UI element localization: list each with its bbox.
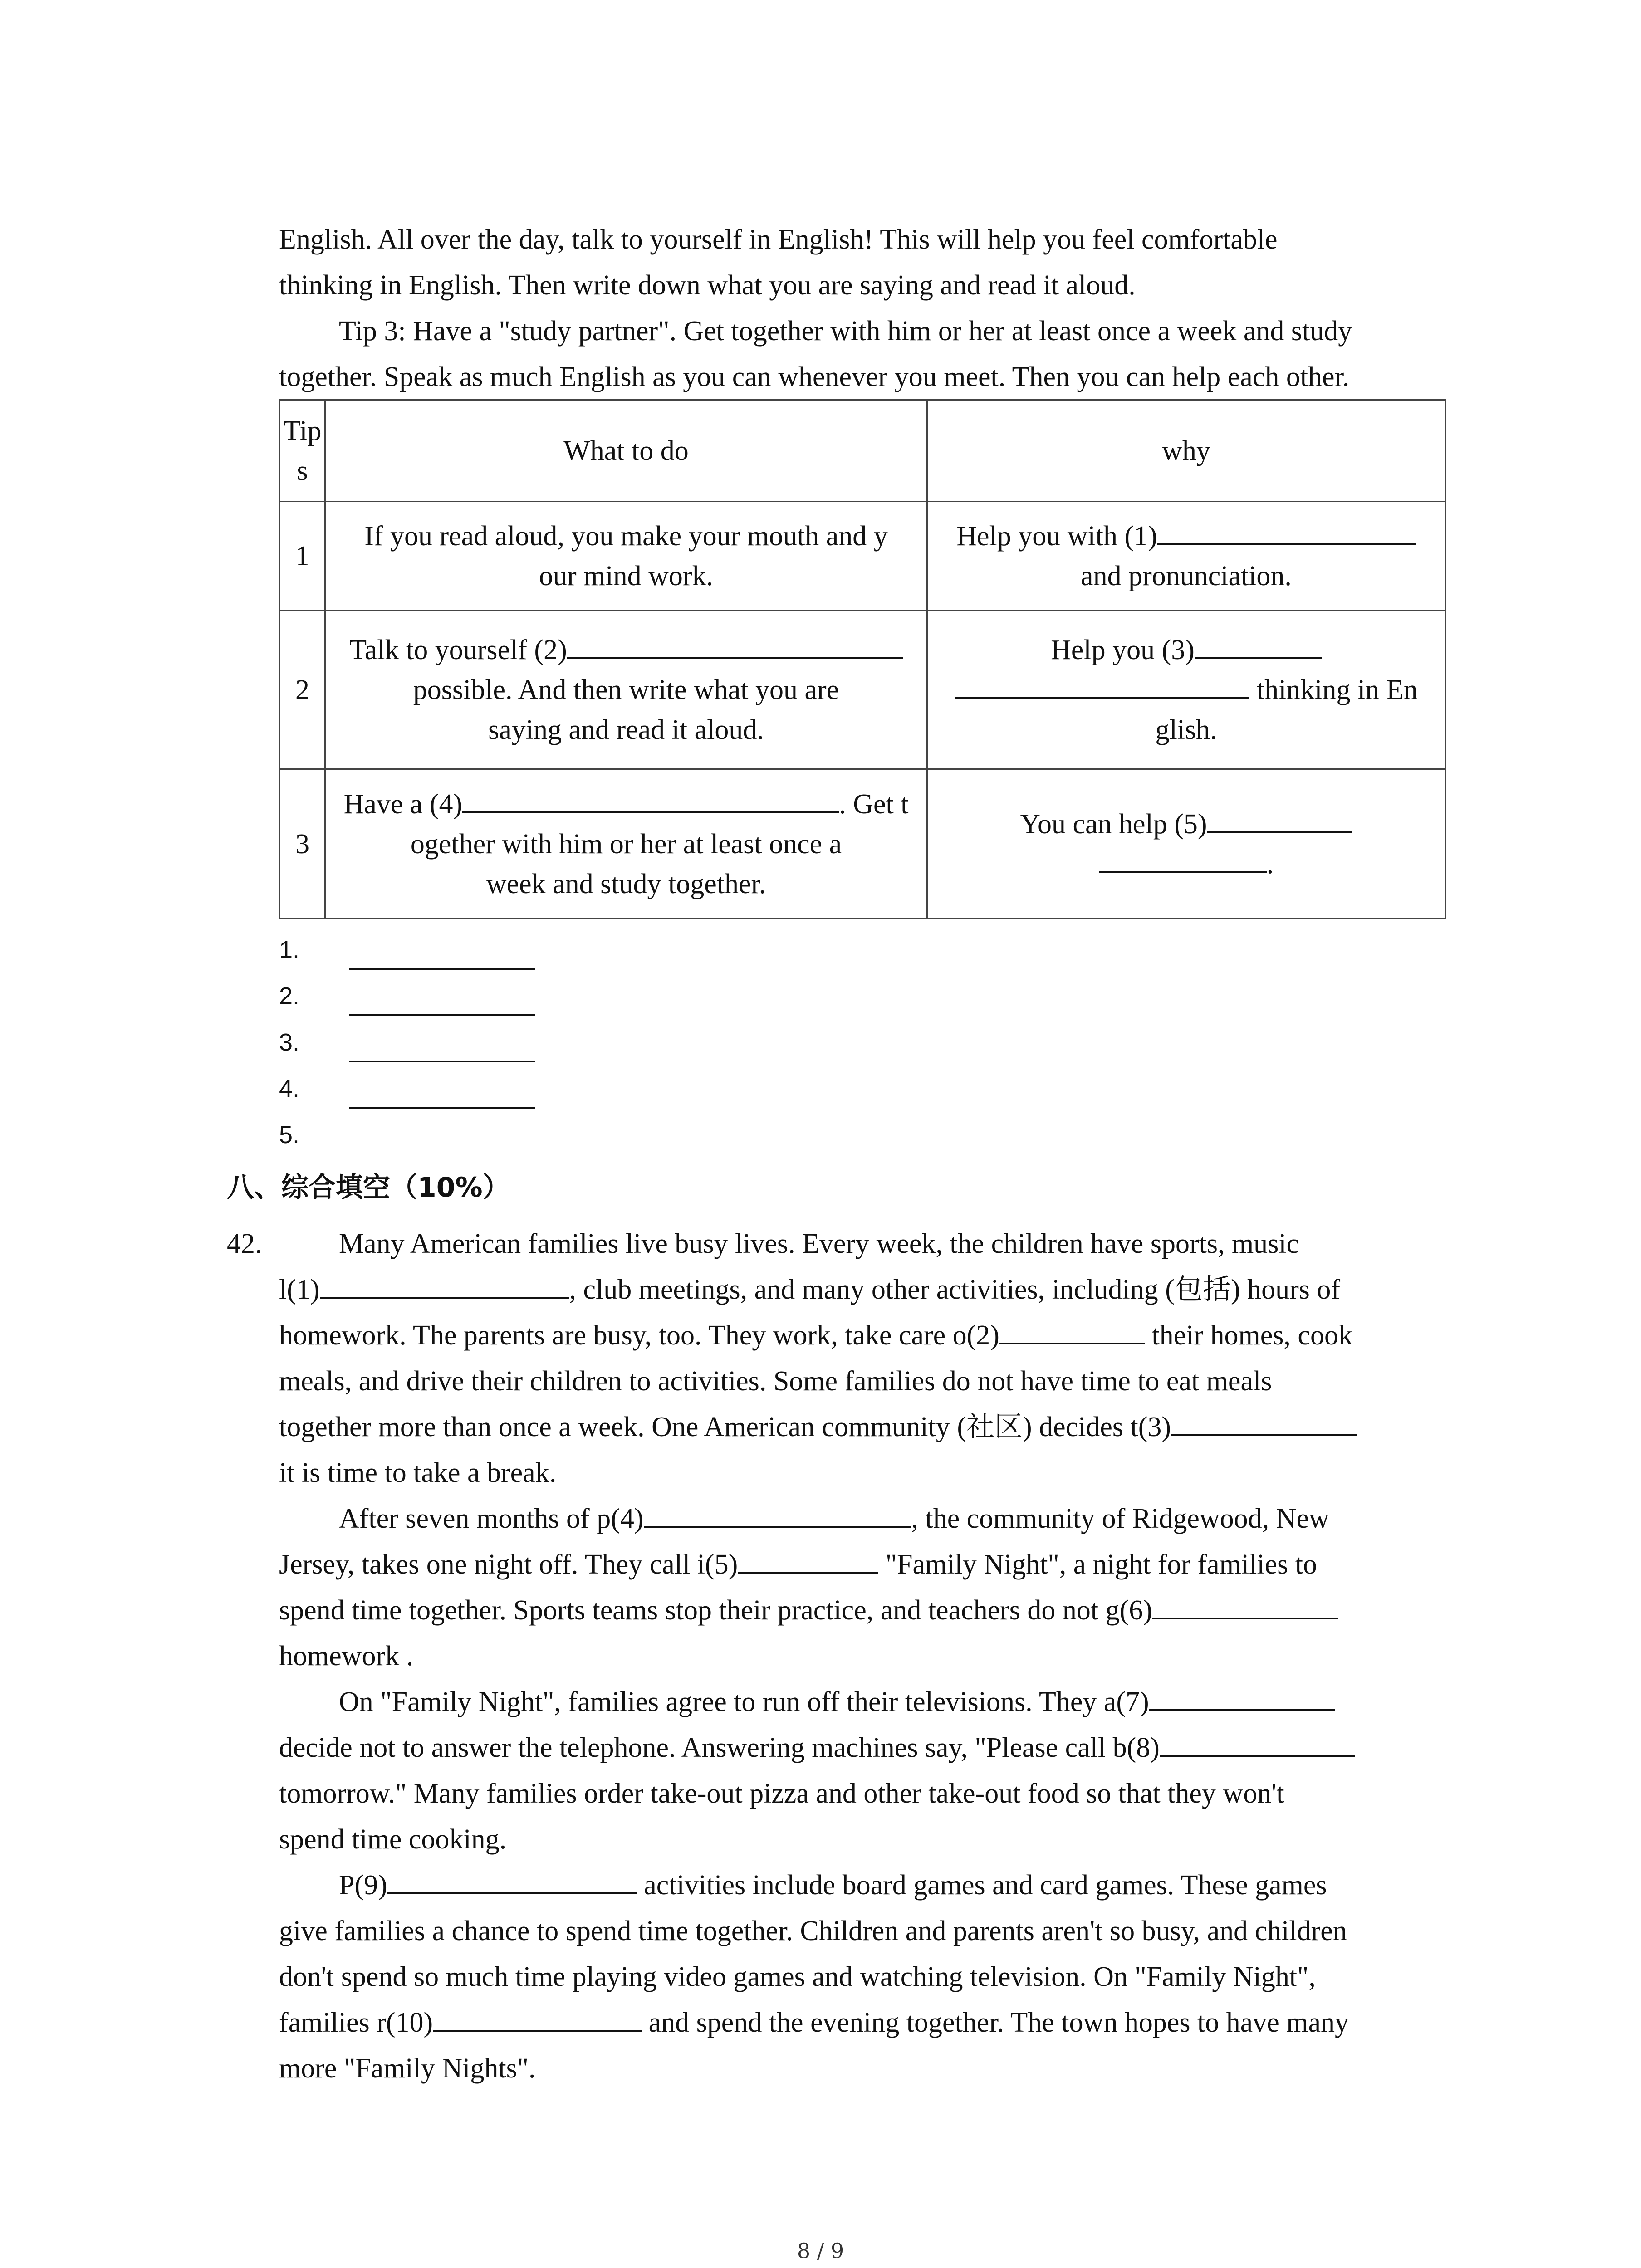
- row-what-text: possible. And then write what you are: [413, 674, 839, 705]
- passage-blank-6[interactable]: [1152, 1592, 1338, 1619]
- row-why-text: thinking in En: [1249, 674, 1418, 705]
- question-paragraph-2: [279, 1496, 1459, 1679]
- passage-blank-2[interactable]: [999, 1317, 1145, 1344]
- passage-blank-7[interactable]: [1149, 1684, 1335, 1711]
- passage-text: P(9): [339, 1870, 387, 1901]
- passage-text: "Family Night", a night for families to: [878, 1549, 1317, 1580]
- passage-text: together more than once a week. One American community (社区) decides t(3): [279, 1412, 1171, 1442]
- passage-text: decide not to answer the telephone. Answering machines say, "Please call b(8): [279, 1732, 1160, 1763]
- passage-text: After seven months of p(4): [339, 1503, 644, 1534]
- header-tips-text: Tip: [283, 415, 322, 446]
- passage-line: it is time to take a break.: [279, 1457, 557, 1488]
- row-why-cell: [927, 769, 1445, 919]
- header-why-cell: why: [927, 400, 1445, 502]
- row-number: 2: [280, 611, 325, 769]
- row-what-text: ogether with him or her at least once a: [410, 828, 842, 860]
- row-why-text: .: [1266, 848, 1274, 880]
- row-what-cell: [325, 502, 927, 611]
- passage-blank-1[interactable]: [320, 1271, 569, 1299]
- row-what-cell: [325, 769, 927, 919]
- answer-line-2: [279, 982, 299, 1010]
- answer-blank[interactable]: [349, 1089, 535, 1109]
- row-number: 1: [280, 502, 325, 611]
- fill-blank-5[interactable]: [1207, 806, 1352, 833]
- row-why-text: You can help (5): [1020, 808, 1207, 840]
- passage-text: Jersey, takes one night off. They call i(5): [279, 1549, 738, 1580]
- answer-number: 1.: [279, 936, 300, 963]
- row-what-text: saying and read it aloud.: [488, 714, 764, 745]
- table-row: [280, 502, 1445, 611]
- header-tips-cell: [280, 400, 325, 502]
- fill-blank-4[interactable]: [462, 786, 839, 813]
- row-what-text: Have a (4): [343, 788, 463, 820]
- section-heading: 八、综合填空（10%）: [227, 1172, 510, 1203]
- answer-line-1: [279, 936, 299, 963]
- fill-blank-3[interactable]: [1195, 632, 1322, 659]
- row-why-text: and pronunciation.: [1081, 560, 1292, 591]
- row-why-text: Help you (3): [1051, 634, 1195, 665]
- row-why-text: Help you with (1): [956, 520, 1157, 552]
- passage-blank-8[interactable]: [1160, 1730, 1355, 1757]
- answer-blank[interactable]: [349, 950, 535, 970]
- answer-blank[interactable]: [349, 996, 535, 1016]
- answer-number: 3.: [279, 1029, 300, 1056]
- passage-line: don't spend so much time playing video games and watching television. On "Family Night",: [279, 1961, 1316, 1992]
- row-what-text: If you read aloud, you make your mouth and y: [364, 520, 888, 552]
- page-number: 8 / 9: [797, 2239, 844, 2263]
- passage-blank-5[interactable]: [738, 1546, 878, 1574]
- table-row: [280, 611, 1445, 769]
- passage-text: and spend the evening together. The town hopes to have many: [642, 2007, 1349, 2038]
- passage-blank-10[interactable]: [433, 2004, 642, 2032]
- passage-text: spend time together. Sports teams stop their practice, and teachers do not g(6): [279, 1595, 1152, 1626]
- table-header-row: [280, 400, 1445, 502]
- tip3-line-1: Tip 3: Have a "study partner". Get together with him or her at least once a week and study: [339, 316, 1352, 347]
- tips-table: [279, 399, 1446, 919]
- header-what-cell: What to do: [325, 400, 927, 502]
- passage-blank-3[interactable]: [1171, 1409, 1357, 1436]
- answer-number: 2.: [279, 982, 300, 1010]
- fill-blank-3-cont[interactable]: [955, 672, 1249, 699]
- header-tips-text-wrap: s: [297, 455, 308, 486]
- passage-text: , club meetings, and many other activities, including (包括) hours of: [569, 1274, 1340, 1305]
- row-why-text: glish.: [1155, 714, 1217, 745]
- fill-blank-2[interactable]: [567, 632, 903, 659]
- passage-line: homework .: [279, 1641, 414, 1672]
- passage-line: spend time cooking.: [279, 1824, 507, 1855]
- answer-blank[interactable]: [349, 1042, 535, 1062]
- row-why-cell: [927, 502, 1445, 611]
- intro-line-2: thinking in English. Then write down what you are saying and read it aloud.: [279, 270, 1136, 301]
- answer-line-5: [279, 1121, 299, 1149]
- passage-text: On "Family Night", families agree to run off their televisions. They a(7): [339, 1686, 1149, 1717]
- question-paragraph-4: [279, 1862, 1459, 2092]
- answer-line-4: [279, 1075, 299, 1102]
- fill-blank-1[interactable]: [1157, 518, 1416, 545]
- passage-line: give families a chance to spend time together. Children and parents aren't so busy, and children: [279, 1916, 1347, 1946]
- answer-line-3: [279, 1029, 299, 1056]
- row-number: 3: [280, 769, 325, 919]
- table-row: [280, 769, 1445, 919]
- row-why-cell: [927, 611, 1445, 769]
- answer-number: 5.: [279, 1121, 300, 1149]
- passage-line: Many American families live busy lives. Every week, the children have sports, music: [339, 1228, 1299, 1259]
- row-what-text: Talk to yourself (2): [349, 634, 567, 665]
- passage-text: l(1): [279, 1274, 320, 1305]
- question-paragraph-3: [279, 1679, 1459, 1862]
- passage-blank-9[interactable]: [387, 1867, 637, 1894]
- passage-text: their homes, cook: [1144, 1320, 1352, 1351]
- passage-text: homework. The parents are busy, too. They work, take care o(2): [279, 1320, 999, 1351]
- intro-paragraph: [279, 217, 1459, 400]
- passage-line: more "Family Nights".: [279, 2053, 536, 2084]
- passage-line: tomorrow." Many families order take-out pizza and other take-out food so that they won't: [279, 1778, 1284, 1809]
- passage-line: meals, and drive their children to activities. Some families do not have time to eat meals: [279, 1366, 1272, 1397]
- row-what-text: week and study together.: [486, 868, 766, 899]
- passage-blank-4[interactable]: [644, 1501, 911, 1528]
- fill-blank-5-cont[interactable]: [1099, 846, 1267, 873]
- row-what-text: . Get t: [839, 788, 909, 820]
- passage-text: activities include board games and card games. These games: [637, 1870, 1327, 1901]
- row-what-cell: [325, 611, 927, 769]
- question-paragraph-1: [279, 1221, 1459, 1496]
- passage-text: families r(10): [279, 2007, 433, 2038]
- answer-number: 4.: [279, 1075, 300, 1102]
- row-what-text: our mind work.: [539, 560, 714, 591]
- intro-line-1: English. All over the day, talk to yourself in English! This will help you feel comfortable: [279, 224, 1278, 255]
- tip3-line-2: together. Speak as much English as you can whenever you meet. Then you can help each other.: [279, 362, 1350, 392]
- question-number: 42.: [227, 1228, 262, 1259]
- passage-text: , the community of Ridgewood, New: [911, 1503, 1329, 1534]
